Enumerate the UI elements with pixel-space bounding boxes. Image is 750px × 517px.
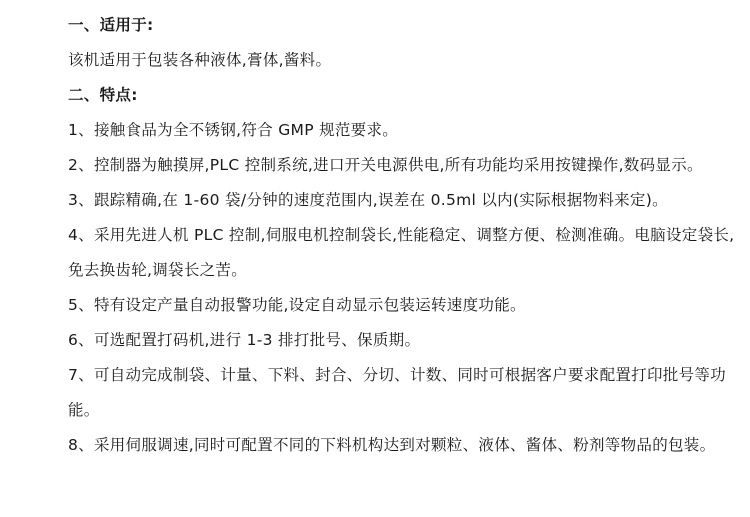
feature-item-5: 5、特有设定产量自动报警功能,设定自动显示包装运转速度功能。 bbox=[68, 296, 526, 314]
section-1-heading: 一、适用于: bbox=[68, 16, 154, 34]
document-content bbox=[68, 8, 736, 463]
feature-item-7: 7、可自动完成制袋、计量、下料、封合、分切、计数、同时可根据客户要求配置打印批号等功能。 bbox=[68, 366, 726, 419]
feature-item-4: 4、采用先进人机 PLC 控制,伺服电机控制袋长,性能稳定、调整方便、检测准确。电脑设定袋长,免去换齿轮,调袋长之苦。 bbox=[68, 226, 735, 279]
feature-item-6: 6、可选配置打码机,进行 1-3 排打批号、保质期。 bbox=[68, 331, 421, 349]
section-1-body: 该机适用于包装各种液体,膏体,酱料。 bbox=[68, 51, 332, 69]
feature-item-3: 3、跟踪精确,在 1-60 袋/分钟的速度范围内,误差在 0.5ml 以内(实际根据物料来定)。 bbox=[68, 191, 668, 209]
section-2-heading: 二、特点: bbox=[68, 86, 138, 104]
feature-item-2: 2、控制器为触摸屏,PLC 控制系统,进口开关电源供电,所有功能均采用按键操作,数码显示。 bbox=[68, 156, 703, 174]
feature-item-1: 1、接触食品为全不锈钢,符合 GMP 规范要求。 bbox=[68, 121, 399, 139]
feature-item-8: 8、采用伺服调速,同时可配置不同的下料机构达到对颗粒、液体、酱体、粉剂等物品的包装。 bbox=[68, 436, 716, 454]
